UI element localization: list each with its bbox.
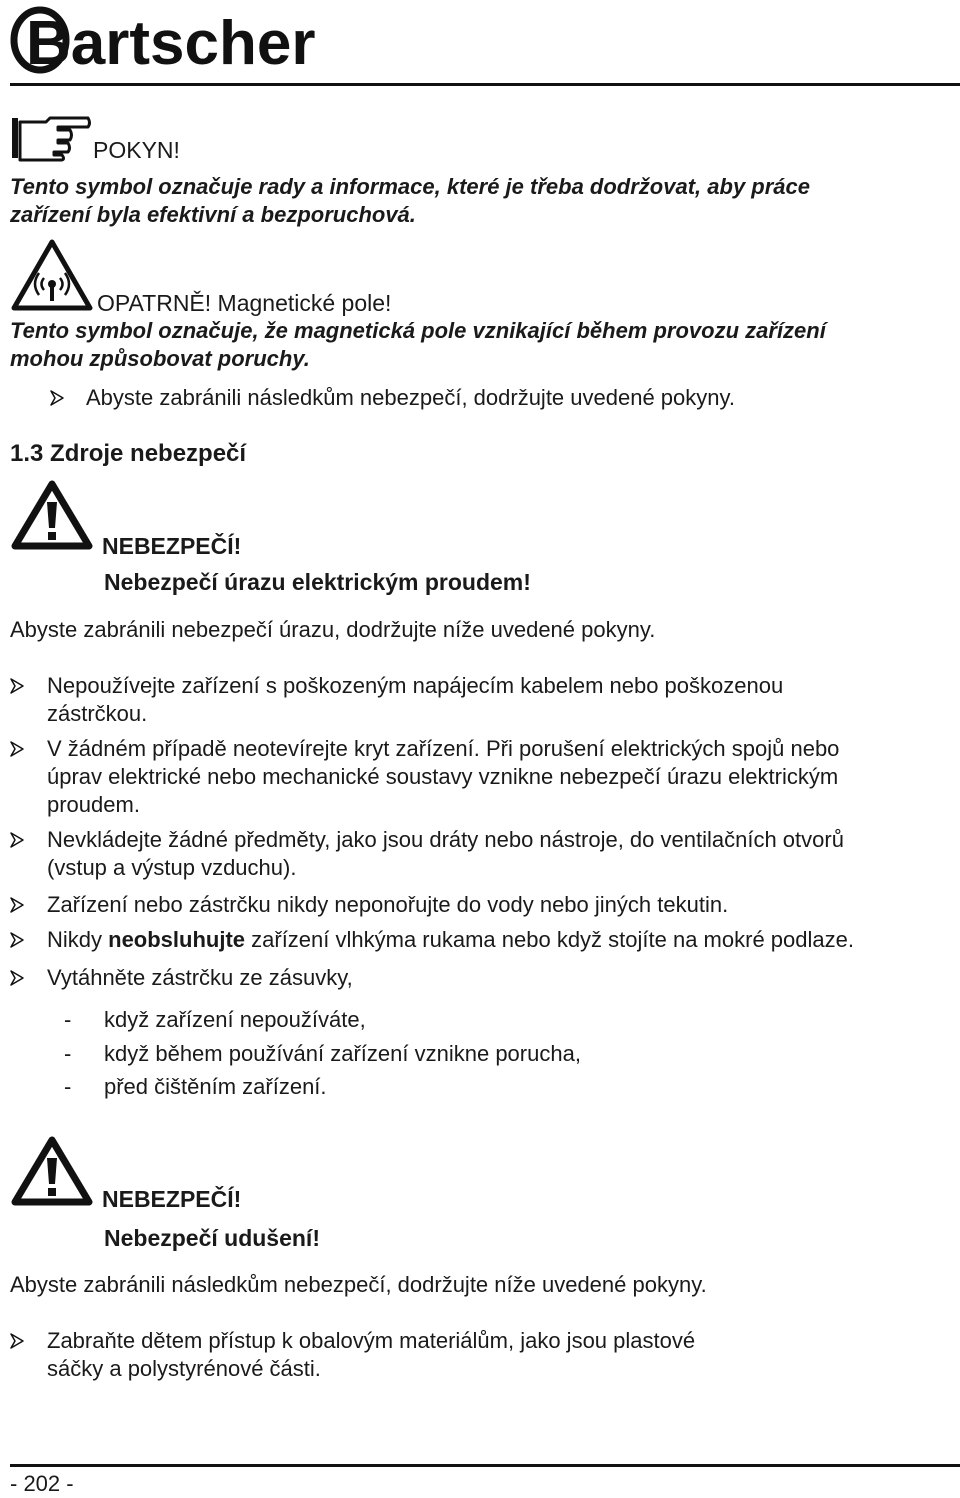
sub-item-dash: -	[64, 1074, 72, 1099]
pointing-hand-icon	[10, 114, 92, 162]
danger2-bullet-line-2: sáčky a polystyrénové části.	[47, 1356, 321, 1381]
caution-title: OPATRNĚ! Magnetické pole!	[97, 290, 392, 316]
danger1-bullet-2-line-2: úprav elektrické nebo mechanické soustavy vznikne nebezpečí úrazu elektrickým	[47, 764, 839, 789]
danger1-bullet-3-line-2: (vstup a výstup vzduchu).	[47, 855, 297, 880]
danger1-label: NEBEZPEČÍ!	[102, 533, 242, 559]
bartscher-logo	[10, 4, 316, 78]
danger2-label: NEBEZPEČÍ!	[102, 1186, 242, 1212]
brand-name: Bartscher	[26, 9, 316, 78]
caution-text-line-2: mohou způsobovat poruchy.	[10, 346, 310, 371]
bullet-arrow-icon	[10, 897, 24, 913]
caution-bullet: Abyste zabránili následkům nebezpečí, dodržujte uvedené pokyny.	[86, 385, 735, 410]
danger-warning-icon	[10, 478, 94, 552]
danger-warning-icon	[10, 1134, 94, 1208]
danger1-bullet-2-line-3: proudem.	[47, 792, 140, 817]
sub-item-1: když zařízení nepoužíváte,	[104, 1007, 366, 1032]
bullet-arrow-icon	[10, 932, 24, 948]
bullet-5-post: zařízení vlhkýma rukama nebo když stojíte na mokré podlaze.	[245, 927, 854, 952]
header-rule	[10, 83, 960, 86]
bullet-5-bold: neobsluhujte	[108, 927, 246, 952]
danger1-bullet-1-line-1: Nepoužívejte zařízení s poškozeným napájecím kabelem nebo poškozenou	[47, 673, 784, 698]
magnetic-field-warning-icon	[10, 238, 94, 312]
note-text-line-2: zařízení byla efektivní a bezporuchová.	[10, 202, 416, 227]
bullet-arrow-icon	[10, 832, 24, 848]
bullet-arrow-icon	[10, 970, 24, 986]
sub-item-dash: -	[64, 1041, 72, 1066]
danger1-bullet-2-line-1: V žádném případě neotevírejte kryt zařízení. Při porušení elektrických spojů nebo	[47, 736, 840, 761]
danger1-subtitle: Nebezpečí úrazu elektrickým proudem!	[104, 569, 531, 595]
sub-item-dash: -	[64, 1007, 72, 1032]
sub-item-2: když během používání zařízení vznikne porucha,	[104, 1041, 581, 1066]
bullet-arrow-icon	[50, 390, 64, 406]
bullet-arrow-icon	[10, 678, 24, 694]
page-number: - 202 -	[10, 1471, 74, 1496]
danger1-bullet-3-line-1: Nevkládejte žádné předměty, jako jsou dráty nebo nástroje, do ventilačních otvorů	[47, 827, 844, 852]
footer-rule	[10, 1464, 960, 1467]
bullet-arrow-icon	[10, 1333, 24, 1349]
note-text-line-1: Tento symbol označuje rady a informace, které je třeba dodržovat, aby práce	[10, 174, 810, 199]
danger2-subtitle: Nebezpečí udušení!	[104, 1225, 320, 1251]
section-heading: 1.3 Zdroje nebezpečí	[10, 440, 247, 467]
bullet-5-pre: Nikdy	[47, 927, 109, 952]
caution-text-line-1: Tento symbol označuje, že magnetická pole vznikající během provozu zařízení	[10, 318, 826, 343]
danger1-bullet-1-line-2: zástrčkou.	[47, 701, 148, 726]
danger1-bullet-5	[47, 926, 947, 954]
danger2-bullet-line-1: Zabraňte dětem přístup k obalovým materiálům, jako jsou plastové	[47, 1328, 696, 1353]
danger1-intro: Abyste zabránili nebezpečí úrazu, dodržujte níže uvedené pokyny.	[10, 617, 656, 642]
danger1-bullet-4: Zařízení nebo zástrčku nikdy neponořujte do vody nebo jiných tekutin.	[47, 892, 729, 917]
danger1-bullet-6: Vytáhněte zástrčku ze zásuvky,	[47, 965, 353, 990]
bullet-arrow-icon	[10, 741, 24, 757]
sub-item-3: před čištěním zařízení.	[104, 1074, 327, 1099]
note-title: POKYN!	[93, 137, 180, 163]
danger2-intro: Abyste zabránili následkům nebezpečí, dodržujte níže uvedené pokyny.	[10, 1272, 707, 1297]
